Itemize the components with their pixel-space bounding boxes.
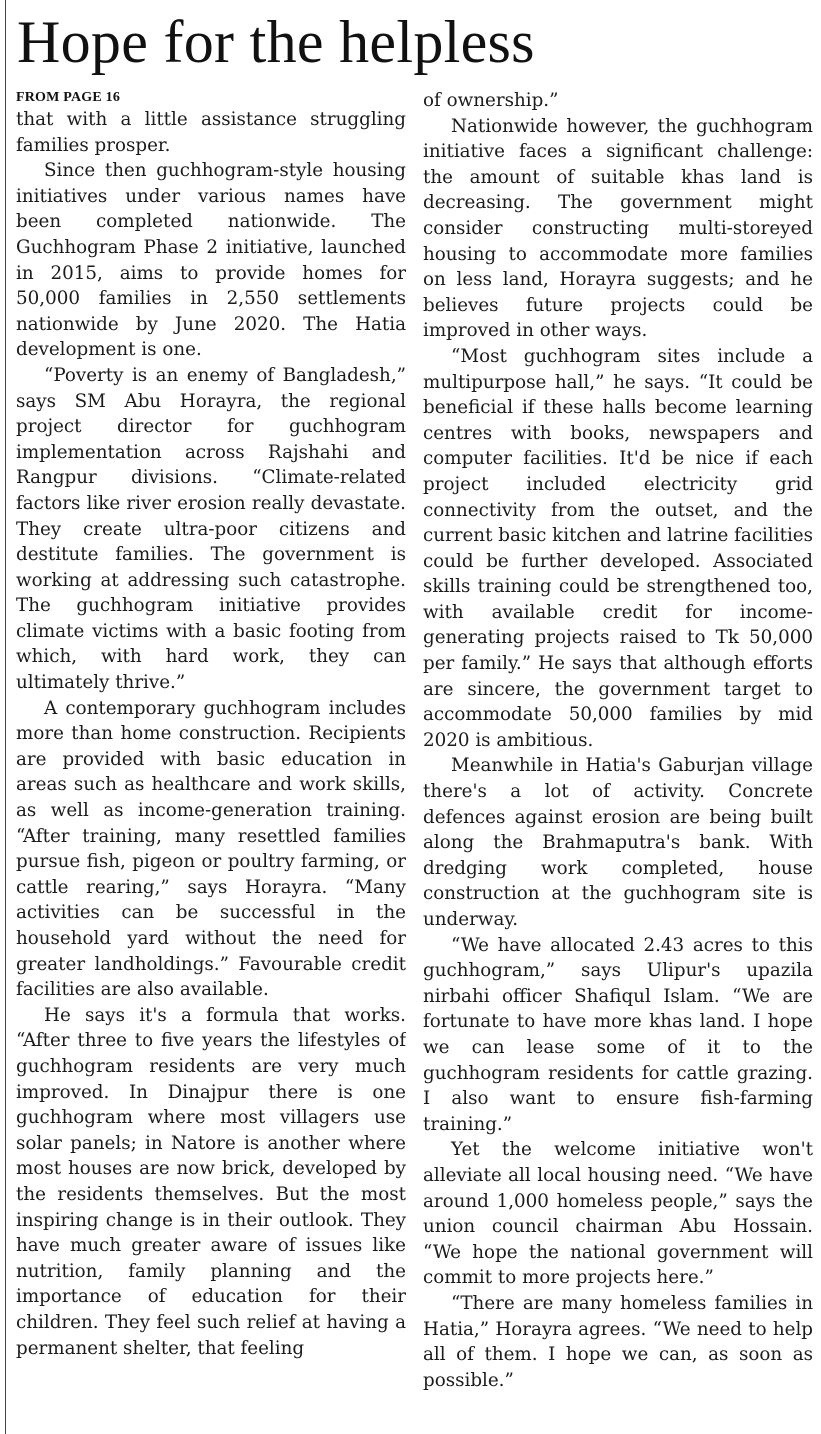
paragraph: of ownership.”	[423, 90, 559, 111]
paragraph: “There are many homeless families in Hatia,” Horayra agrees. “We need to help all of them. I hope we can, as soon as possible.”	[423, 1292, 813, 1391]
paragraph: that with a little assistance struggling families prosper.	[16, 109, 406, 156]
paragraph: Meanwhile in Hatia's Gaburjan village there's a lot of activity. Concrete defences against erosion are being built along the Brahmaputra's bank. With dredging work completed, house construction at the guchhogram site is underway.	[423, 755, 813, 930]
paragraph: He says it's a formula that works. “After three to five years the lifestyles of guchhogram residents are very much improved. In Dinajpur there is one guchhogram where most villagers use solar panels; in Natore is another where most houses are now brick, developed by the residents themselves. But the most inspiring change is in their outlook. They have much greater aware of issues like nutrition, family planning and the importance of education for their children. They feel such relief at having a permanent shelter, that feeling	[16, 1004, 406, 1359]
paragraph: Since then guchhogram-style housing initiatives under various names have been completed nationwide. The Guchhogram Phase 2 initiative, launched in 2015, aims to provide homes for 50,000 families in 2,550 settlements nationwide by June 2020. The Hatia development is one.	[16, 160, 406, 361]
column-rule	[5, 0, 6, 1434]
jump-label: FROM PAGE 16	[16, 90, 121, 105]
paragraph: Nationwide however, the guchhogram initiative faces a significant challenge: the amount of suitable khas land is decreasing. The government might consider constructing multi-storeyed housing to accommodate more families on less land, Horayra suggests; and he believes future projects could be improved in other ways.	[423, 115, 813, 342]
paragraph: “Poverty is an enemy of Bangladesh,” says SM Abu Horayra, the regional project director for guchhogram implementation across Rajshahi and Rangpur divisions. “Climate-related factors like river erosion really devastate. They create ultra-poor citizens and destitute families. The government is working at addressing such catastrophe. The guchhogram initiative provides climate victims with a basic footing from which, with hard work, they can ultimately thrive.”	[16, 364, 406, 694]
right-column	[423, 88, 813, 1430]
paragraph: A contemporary guchhogram includes more than home construction. Recipients are provided with basic education in areas such as healthcare and work skills, as well as income-generation training. “After training, many resettled families pursue fish, pigeon or poultry farming, or cattle rearing,” says Horayra. “Many activities can be successful in the household yard without the need for greater landholdings.” Favourable credit facilities are also available.	[16, 697, 406, 1001]
left-column	[16, 88, 406, 1430]
headline: Hope for the helpless	[17, 9, 535, 75]
paragraph: Yet the welcome initiative won't alleviate all local housing need. “We have around 1,000 homeless people,” says the union council chairman Abu Hossain. “We hope the national government will commit to more projects here.”	[423, 1139, 813, 1289]
paragraph: “We have allocated 2.43 acres to this guchhogram,” says Ulipur's upazila nirbahi officer Shafiqul Islam. “We are fortunate to have more khas land. I hope we can lease some of it to the guchhogram residents for cattle grazing. I also want to ensure fish-farming training.”	[423, 934, 813, 1135]
paragraph: “Most guchhogram sites include a multipurpose hall,” he says. “It could be beneficial if these halls become learning centres with books, newspapers and computer facilities. It'd be nice if each project included electricity grid connectivity from the outset, and the current basic kitchen and latrine facilities could be further developed. Associated skills training could be strengthened too, with available credit for income-generating projects raised to Tk 50,000 per family.” He says that although efforts are sincere, the government target to accommodate 50,000 families by mid 2020 is ambitious.	[423, 345, 813, 751]
